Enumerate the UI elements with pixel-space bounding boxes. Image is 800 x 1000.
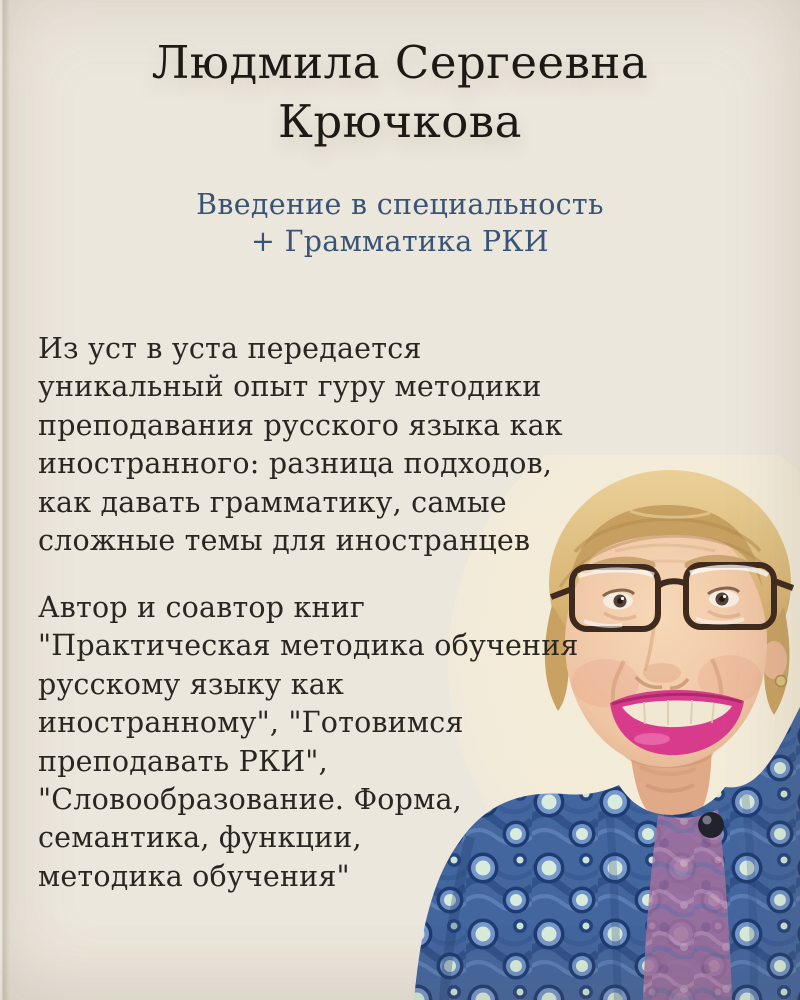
text-line: Автор и соавтор книг: [38, 591, 366, 624]
text-line: преподавать РКИ",: [38, 744, 328, 778]
text-line: иностранному", "Готовимся: [38, 706, 464, 740]
title-line-2: Крючкова: [278, 95, 522, 148]
text-line: Из уст в уста передается: [38, 332, 422, 365]
text-line: уникальный опыт гуру методики: [38, 370, 542, 404]
text-line: "Практическая методика обучения: [38, 629, 579, 663]
button: [698, 812, 724, 838]
title-line-1: Людмила Сергеевна: [151, 36, 649, 89]
text-line: сложные темы для иностранцев: [38, 524, 531, 558]
books-paragraph: [38, 589, 579, 896]
earring: [776, 676, 787, 687]
subtitle-line-2: + Грамматика РКИ: [251, 225, 549, 258]
text-line: методика обучения": [38, 859, 350, 893]
text-line: преподавания русского языка как: [38, 408, 563, 442]
text-line: семантика, функции,: [38, 821, 362, 855]
page-title: [0, 33, 800, 151]
text-line: "Словообразование. Форма,: [38, 783, 462, 817]
text-line: как давать грамматику, самые: [38, 485, 507, 519]
course-subtitle: [0, 186, 800, 260]
text-line: иностранного: разница подходов,: [38, 447, 553, 481]
subtitle-line-1: Введение в специальность: [196, 188, 604, 221]
scarf: [643, 809, 732, 1000]
text-line: русскому языку как: [38, 667, 344, 701]
intro-paragraph: [38, 330, 563, 560]
left-edge-shading: [0, 0, 10, 1000]
